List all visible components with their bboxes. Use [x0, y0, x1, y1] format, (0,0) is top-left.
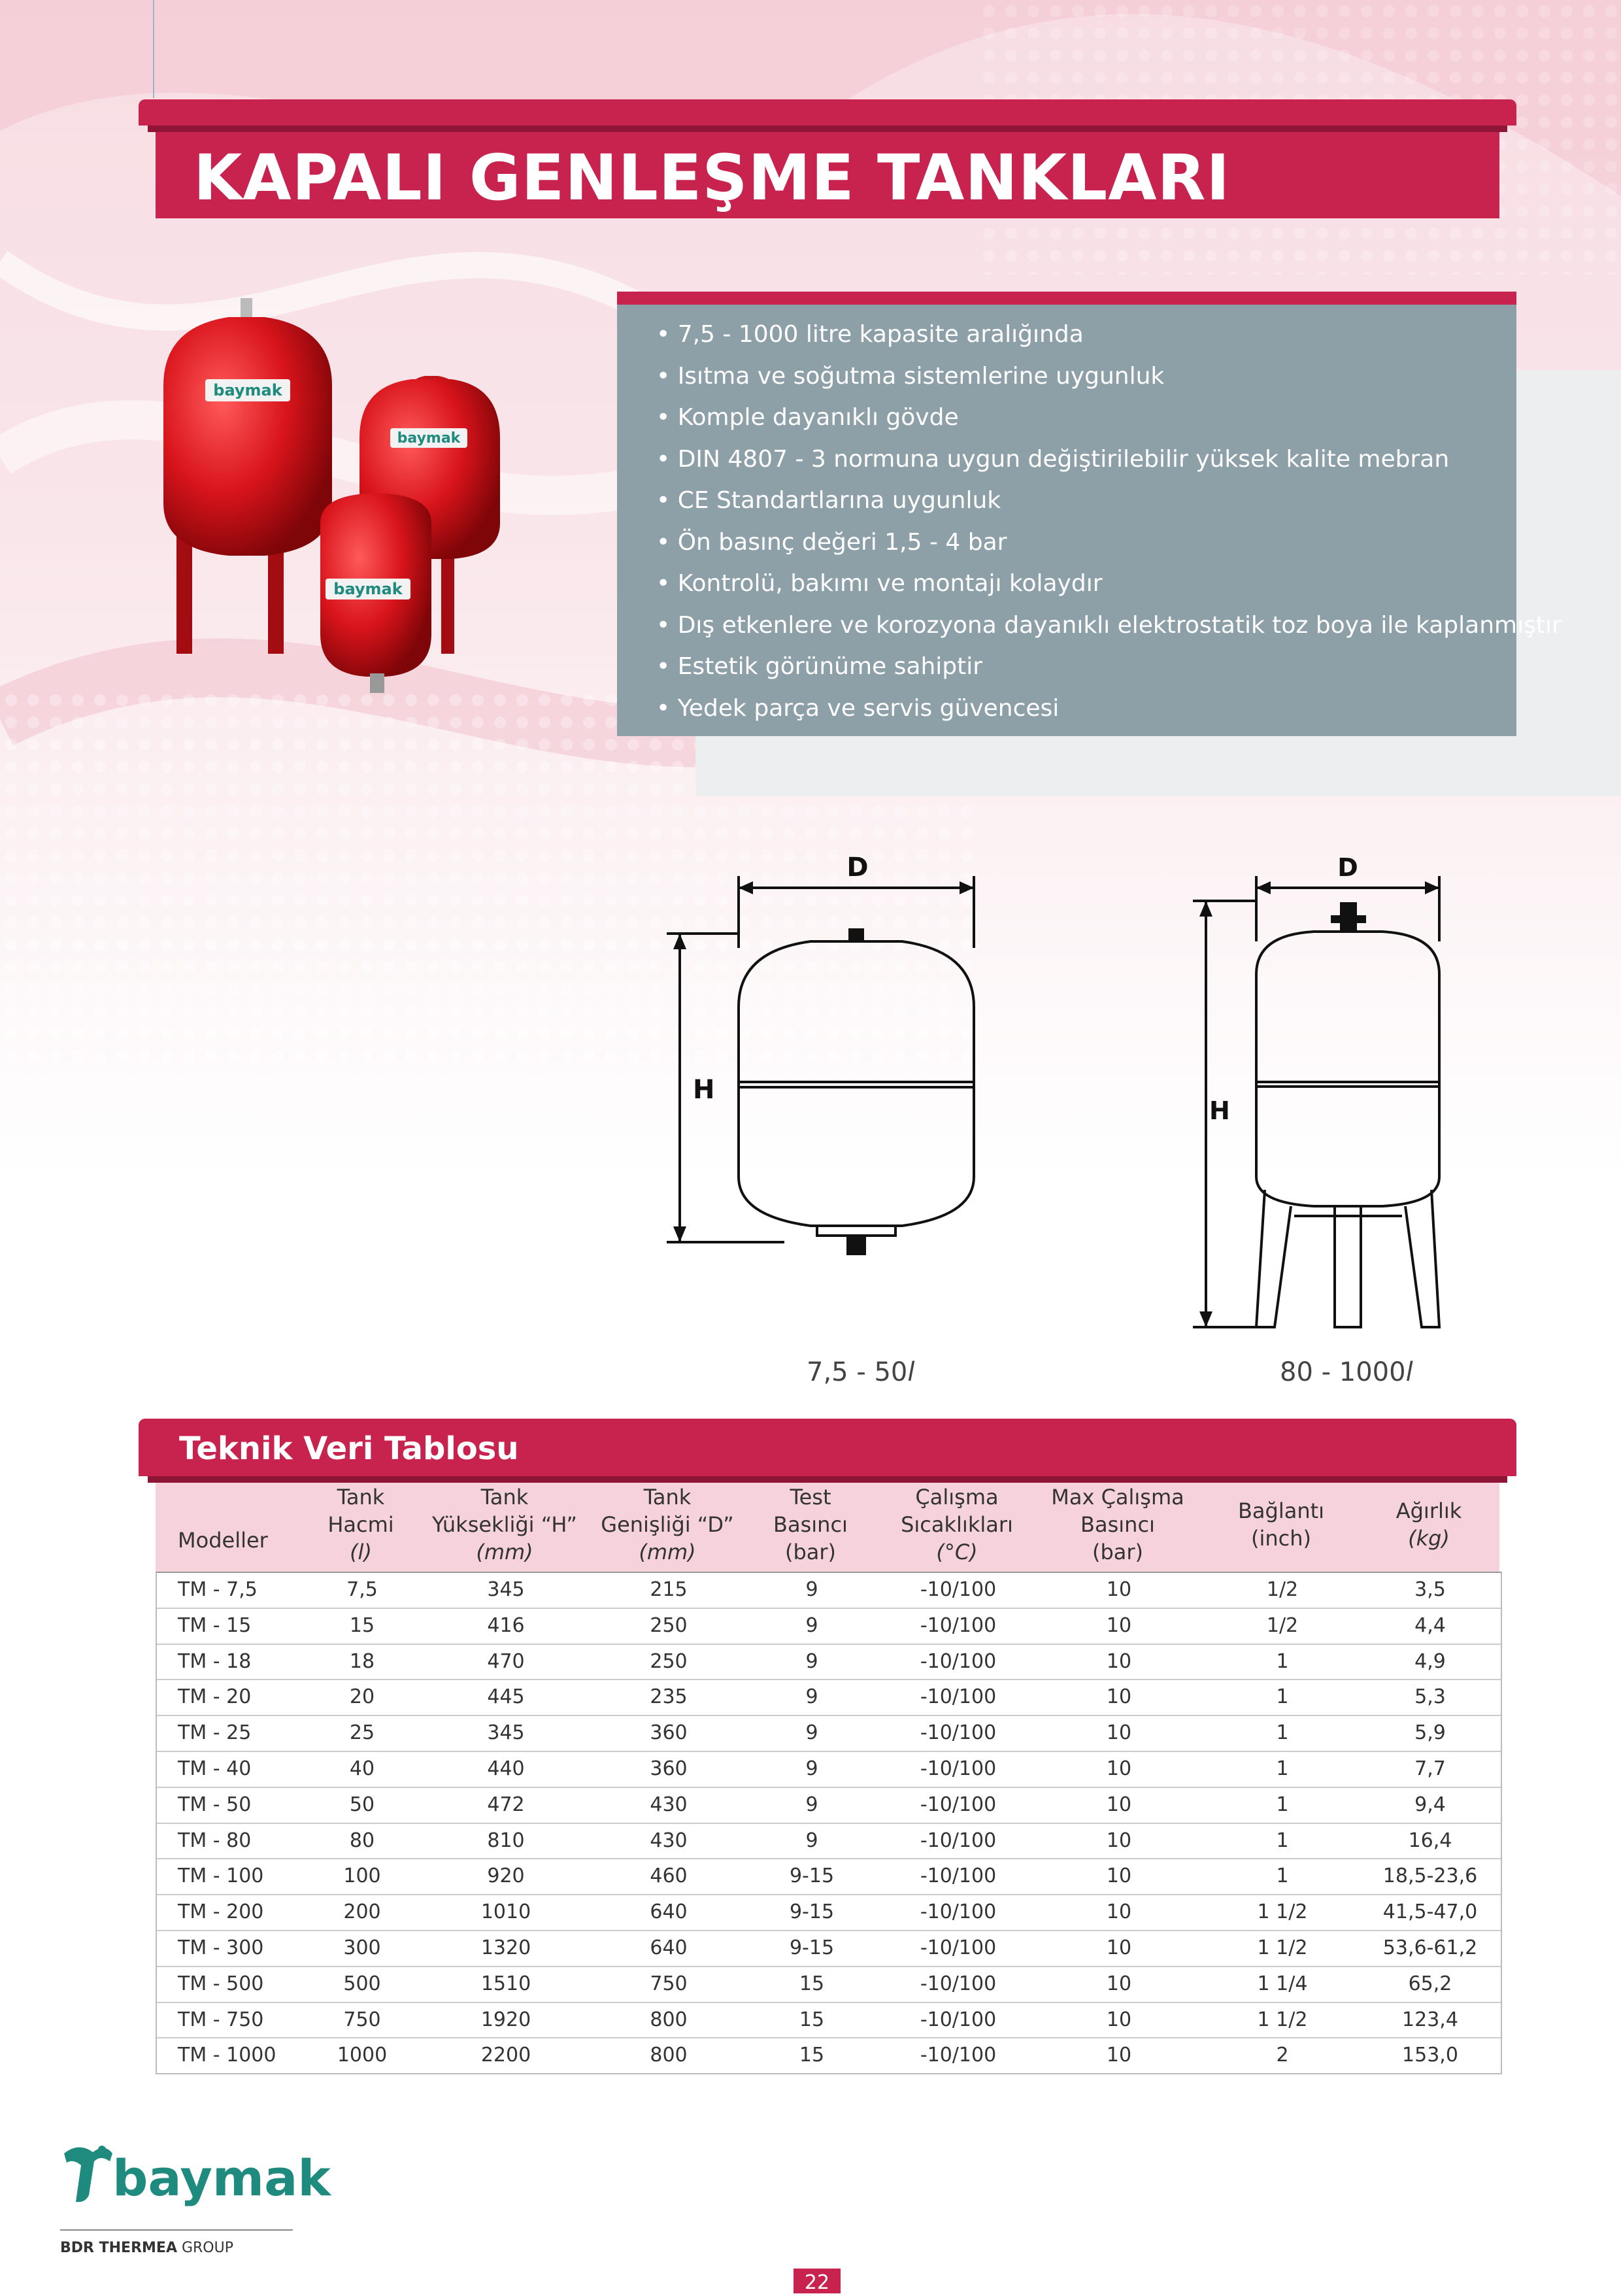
table-cell: 65,2 [1408, 1972, 1452, 1995]
table-cell: 9 [805, 1613, 818, 1637]
feature-item: • Dış etkenlere ve korozyona dayanıklı elektrostatik toz boya ile kaplanmıştır [656, 605, 1562, 647]
header-line: (l) [350, 1540, 372, 1564]
table-cell: 9 [805, 1793, 818, 1816]
table-header-cell [1370, 1479, 1488, 1570]
table-cell: 10 [1106, 1649, 1132, 1673]
table-header-cell [872, 1479, 1042, 1570]
dimension-h-label: H [693, 1075, 715, 1105]
feature-item: • DIN 4807 - 3 normuna uygun değiştirilebilir yüksek kalite mebran [656, 439, 1562, 481]
table-cell: 10 [1106, 1972, 1132, 1995]
feature-item: • 7,5 - 1000 litre kapasite aralığında [656, 314, 1562, 356]
table-cell: 472 [487, 1793, 525, 1816]
table-cell: 2200 [480, 2044, 531, 2067]
table-cell: 1/2 [1266, 1613, 1299, 1637]
table-cell: -10/100 [920, 1685, 997, 1709]
table-cell: 1000 [337, 2044, 388, 2067]
table-cell: -10/100 [920, 1972, 997, 1995]
table-cell: 430 [650, 1829, 688, 1852]
table-cell: -10/100 [920, 2008, 997, 2031]
table-cell: 1 [1276, 1721, 1289, 1745]
table-cell: 640 [650, 1900, 688, 1924]
table-cell: 9 [805, 1721, 818, 1745]
header-line: Test [790, 1485, 831, 1510]
table-cell: 1 1/2 [1257, 1900, 1308, 1924]
table-cell: 1 [1276, 1649, 1289, 1673]
table-cell: 2 [1276, 2044, 1289, 2067]
table-cell: 200 [343, 1900, 381, 1924]
table-row [157, 1788, 1501, 1824]
feature-list [656, 314, 1562, 729]
table-cell: 9 [805, 1829, 818, 1852]
technical-data-table [156, 1572, 1502, 2074]
diagram-small-tank [660, 850, 1013, 1255]
table-cell: 16,4 [1408, 1829, 1452, 1852]
header-line: Genişliği “D” [601, 1512, 734, 1537]
table-row [157, 1573, 1501, 1609]
feature-item: • Yedek parça ve servis güvencesi [656, 688, 1562, 730]
product-brand-label: baymak [397, 430, 461, 447]
header-line: Yüksekliği “H” [432, 1512, 577, 1537]
product-brand-label: baymak [333, 580, 403, 598]
table-cell: 1920 [480, 2008, 531, 2031]
table-cell: 1 1/2 [1257, 2008, 1308, 2031]
table-cell: 360 [650, 1757, 688, 1780]
header-line: (kg) [1408, 1526, 1450, 1551]
header-line: (inch) [1250, 1526, 1311, 1551]
table-cell: 10 [1106, 1900, 1132, 1924]
table-row [157, 2038, 1501, 2073]
table-cell: TM - 1000 [178, 2044, 276, 2067]
diagram-large-tank [1183, 850, 1458, 1340]
header-line: Tank [480, 1485, 529, 1510]
header-line: Modeller [178, 1528, 268, 1553]
table-header-cell [758, 1479, 863, 1570]
table-row [157, 1609, 1501, 1645]
page-title: KAPALI GENLEŞME TANKLARI [193, 141, 1231, 214]
table-cell: 800 [650, 2008, 688, 2031]
logo-wordmark: baymak [112, 2149, 331, 2207]
feature-item: • Kontrolü, bakımı ve montajı kolaydır [656, 563, 1562, 605]
table-cell: TM - 100 [178, 1865, 264, 1888]
table-cell: 4,4 [1414, 1613, 1446, 1637]
header-line: (bar) [1092, 1540, 1144, 1564]
table-cell: 9-15 [789, 1865, 835, 1888]
dimension-h-label: H [1209, 1096, 1230, 1125]
table-cell: 250 [650, 1613, 688, 1637]
header-line: Çalışma [915, 1485, 999, 1510]
header-line: (mm) [639, 1540, 696, 1564]
table-cell: 1 [1276, 1757, 1289, 1780]
table-cell: 15 [349, 1613, 375, 1637]
table-row [157, 1716, 1501, 1752]
table-cell: 750 [343, 2008, 381, 2031]
table-cell: 800 [650, 2044, 688, 2067]
footer-divider [60, 2229, 293, 2231]
table-cell: 9-15 [789, 1936, 835, 1959]
header-line: (mm) [476, 1540, 533, 1564]
table-header-cell [1216, 1479, 1346, 1570]
table-cell: 9 [805, 1685, 818, 1709]
table-row [157, 1824, 1501, 1860]
table-cell: 40 [349, 1757, 375, 1780]
diagram-large-caption: 80 - 1000l [1280, 1357, 1413, 1387]
table-cell: -10/100 [920, 1865, 997, 1888]
table-cell: TM - 200 [178, 1900, 264, 1924]
table-cell: -10/100 [920, 1793, 997, 1816]
header-line: Max Çalışma [1051, 1485, 1184, 1510]
table-cell: 80 [349, 1829, 375, 1852]
product-tanks-image [150, 288, 575, 713]
table-row [157, 2003, 1501, 2039]
title-band-shadow [148, 126, 1507, 132]
table-cell: 10 [1106, 1865, 1132, 1888]
table-header-cell [589, 1479, 746, 1570]
product-brand-label: baymak [213, 381, 282, 399]
table-cell: TM - 25 [178, 1721, 252, 1745]
table-cell: 50 [349, 1793, 375, 1816]
header-line: Bağlantı [1237, 1498, 1325, 1523]
table-cell: 10 [1106, 1757, 1132, 1780]
header-line: Tank [643, 1485, 692, 1510]
table-row [157, 1752, 1501, 1788]
table-cell: -10/100 [920, 1936, 997, 1959]
table-cell: 7,7 [1414, 1757, 1446, 1780]
table-cell: -10/100 [920, 1613, 997, 1637]
table-cell: 5,3 [1414, 1685, 1446, 1709]
table-cell: -10/100 [920, 1721, 997, 1745]
feature-item: • CE Standartlarına uygunluk [656, 480, 1562, 522]
table-header-cell [420, 1479, 590, 1570]
header-line: (bar) [784, 1540, 837, 1564]
table-cell: 15 [799, 1972, 825, 1995]
table-cell: 18 [349, 1649, 375, 1673]
feature-item: • Estetik görünüme sahiptir [656, 646, 1562, 688]
table-cell: 1 1/4 [1257, 1972, 1308, 1995]
table-cell: 250 [650, 1649, 688, 1673]
title-band [139, 99, 1516, 126]
baymak-logo [59, 2139, 331, 2211]
table-cell: 10 [1106, 1685, 1132, 1709]
table-row [157, 1931, 1501, 1967]
table-cell: 7,5 [346, 1578, 378, 1601]
header-line: (°C) [936, 1540, 978, 1564]
header-line: Tank [337, 1485, 385, 1510]
table-cell: 10 [1106, 1936, 1132, 1959]
table-cell: 153,0 [1402, 2044, 1458, 2067]
table-cell: -10/100 [920, 1757, 997, 1780]
table-cell: TM - 7,5 [178, 1578, 258, 1601]
table-cell: 10 [1106, 2044, 1132, 2067]
table-cell: 810 [487, 1829, 525, 1852]
diagram-small-caption: 7,5 - 50l [807, 1357, 915, 1387]
table-cell: 20 [349, 1685, 375, 1709]
table-cell: 750 [650, 1972, 688, 1995]
table-row [157, 1895, 1501, 1931]
table-cell: 9 [805, 1649, 818, 1673]
table-cell: 1 1/2 [1257, 1936, 1308, 1959]
table-cell: 3,5 [1414, 1578, 1446, 1601]
table-cell: 1 [1276, 1865, 1289, 1888]
table-cell: 4,9 [1414, 1649, 1446, 1673]
table-cell: TM - 300 [178, 1936, 264, 1959]
table-cell: 9 [805, 1757, 818, 1780]
table-cell: 345 [487, 1721, 525, 1745]
table-cell: 10 [1106, 2008, 1132, 2031]
table-cell: 9 [805, 1578, 818, 1601]
table-cell: 440 [487, 1757, 525, 1780]
table-cell: TM - 18 [178, 1649, 252, 1673]
table-cell: 9-15 [789, 1900, 835, 1924]
table-cell: 416 [487, 1613, 525, 1637]
table-cell: 1 [1276, 1829, 1289, 1852]
header-line: Ağırlık [1395, 1498, 1462, 1523]
header-line: Hacmi [327, 1512, 394, 1537]
table-cell: 15 [799, 2044, 825, 2067]
table-cell: 10 [1106, 1578, 1132, 1601]
table-cell: 360 [650, 1721, 688, 1745]
table-cell: 300 [343, 1936, 381, 1959]
dimension-d-label: D [846, 853, 869, 883]
table-cell: 15 [799, 2008, 825, 2031]
table-cell: 445 [487, 1685, 525, 1709]
table-cell: 1510 [480, 1972, 531, 1995]
page-number: 22 [804, 2271, 830, 2294]
table-cell: 25 [349, 1721, 375, 1745]
table-cell: 100 [343, 1865, 381, 1888]
table-cell: -10/100 [920, 1829, 997, 1852]
feature-box-band [617, 292, 1516, 305]
table-title: Teknik Veri Tablosu [179, 1430, 519, 1467]
table-cell: 10 [1106, 1829, 1132, 1852]
table-row [157, 1967, 1501, 2003]
feature-item: • Komple dayanıklı gövde [656, 397, 1562, 439]
table-cell: 430 [650, 1793, 688, 1816]
table-cell: 123,4 [1402, 2008, 1458, 2031]
table-cell: 1/2 [1266, 1578, 1299, 1601]
feature-item: • Ön basınç değeri 1,5 - 4 bar [656, 522, 1562, 564]
table-cell: 345 [487, 1578, 525, 1601]
table-row [157, 1859, 1501, 1895]
table-cell: 18,5-23,6 [1382, 1865, 1478, 1888]
table-cell: 10 [1106, 1721, 1132, 1745]
table-header-cell [1033, 1479, 1203, 1570]
table-cell: TM - 80 [178, 1829, 252, 1852]
table-cell: 5,9 [1414, 1721, 1446, 1745]
table-cell: 41,5-47,0 [1382, 1900, 1478, 1924]
table-cell: -10/100 [920, 2044, 997, 2067]
table-cell: 10 [1106, 1613, 1132, 1637]
dimension-d-label: D [1337, 853, 1358, 882]
header-line: Sıcaklıkları [901, 1512, 1013, 1537]
table-cell: -10/100 [920, 1578, 997, 1601]
margin-line [153, 0, 154, 98]
table-cell: 1320 [480, 1936, 531, 1959]
table-cell: 1 [1276, 1793, 1289, 1816]
table-cell: 1010 [480, 1900, 531, 1924]
table-cell: TM - 15 [178, 1613, 252, 1637]
table-cell: 1 [1276, 1685, 1289, 1709]
table-cell: 920 [487, 1865, 525, 1888]
table-cell: 9,4 [1414, 1793, 1446, 1816]
table-cell: 235 [650, 1685, 688, 1709]
header-line: Basıncı [773, 1512, 848, 1537]
table-cell: 215 [650, 1578, 688, 1601]
table-row [157, 1645, 1501, 1681]
feature-item: • Isıtma ve soğutma sistemlerine uygunluk [656, 356, 1562, 397]
header-line: Basıncı [1080, 1512, 1155, 1537]
table-cell: TM - 750 [178, 2008, 264, 2031]
table-cell: 500 [343, 1972, 381, 1995]
table-cell: 640 [650, 1936, 688, 1959]
table-cell: -10/100 [920, 1649, 997, 1673]
table-cell: 470 [487, 1649, 525, 1673]
table-cell: -10/100 [920, 1900, 997, 1924]
table-cell: 460 [650, 1865, 688, 1888]
table-cell: TM - 50 [178, 1793, 252, 1816]
table-cell: TM - 500 [178, 1972, 264, 1995]
table-cell: 10 [1106, 1793, 1132, 1816]
table-cell: TM - 20 [178, 1685, 252, 1709]
table-cell: TM - 40 [178, 1757, 252, 1780]
table-header-cell [302, 1479, 420, 1570]
table-row [157, 1680, 1501, 1716]
table-cell: 53,6-61,2 [1382, 1936, 1478, 1959]
footer-group-name: BDR THERMEA GROUP [60, 2240, 233, 2256]
